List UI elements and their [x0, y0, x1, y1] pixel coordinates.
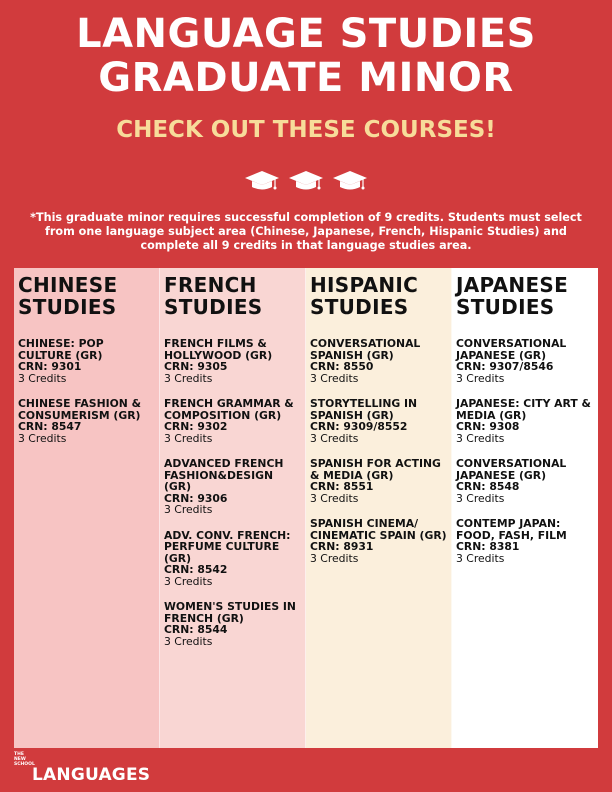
- course-crn: CRN: 9301: [18, 360, 82, 373]
- course-crn: CRN: 9305: [164, 360, 228, 373]
- logo-text: LANGUAGES: [32, 765, 151, 785]
- column-title-line-2: STUDIES: [18, 295, 117, 319]
- course-entry: [164, 398, 301, 445]
- column-title-line-1: JAPANESE: [456, 273, 569, 297]
- course-entry: [456, 338, 594, 385]
- course-credits: 3 Credits: [310, 371, 359, 385]
- column-title-line-2: STUDIES: [164, 295, 263, 319]
- course-crn: CRN: 8548: [456, 480, 520, 493]
- course-credits: 3 Credits: [456, 371, 505, 385]
- course-entry: [456, 518, 594, 565]
- course-crn: CRN: 8542: [164, 563, 228, 576]
- french-studies-column: [160, 268, 306, 748]
- course-name: CONTEMP JAPAN: FOOD, FASH, FILM: [456, 517, 567, 542]
- column-title: [18, 274, 155, 318]
- column-title: [164, 274, 301, 318]
- requirements-note: *This graduate minor requires successful completion of 9 credits. Students must select from one language subject area (Chinese, Japanese, French, Hispanic Studies) and complete all 9 credits in that language studies area.: [30, 211, 582, 252]
- course-credits: 3 Credits: [456, 431, 505, 445]
- course-entry: [18, 398, 155, 445]
- course-entry: [164, 458, 301, 517]
- course-name: SPANISH FOR ACTING & MEDIA (GR): [310, 457, 441, 482]
- course-crn: CRN: 8381: [456, 540, 520, 553]
- chinese-studies-column: [14, 268, 160, 748]
- course-entry: [164, 601, 301, 648]
- course-crn: CRN: 9302: [164, 420, 228, 433]
- course-crn: CRN: 9307/8546: [456, 360, 554, 373]
- course-entry: [456, 458, 594, 505]
- course-credits: 3 Credits: [164, 634, 213, 648]
- course-entry: [310, 398, 447, 445]
- course-crn: CRN: 8551: [310, 480, 374, 493]
- course-entry: [164, 338, 301, 385]
- course-crn: CRN: 8550: [310, 360, 374, 373]
- japanese-studies-column: [452, 268, 598, 748]
- course-crn: CRN: 8931: [310, 540, 374, 553]
- hispanic-studies-column: [306, 268, 452, 748]
- graduation-caps-row: [0, 170, 612, 192]
- course-name: FRENCH GRAMMAR & COMPOSITION (GR): [164, 397, 294, 422]
- course-credits: 3 Credits: [310, 491, 359, 505]
- logo-school-name: THE NEW SCHOOL: [14, 752, 35, 767]
- languages-logo: [14, 752, 174, 786]
- course-crn: CRN: 8544: [164, 623, 228, 636]
- course-name: CONVERSATIONAL SPANISH (GR): [310, 337, 421, 362]
- course-crn: CRN: 8547: [18, 420, 82, 433]
- course-name: FRENCH FILMS & HOLLYWOOD (GR): [164, 337, 273, 362]
- course-credits: 3 Credits: [310, 551, 359, 565]
- column-title-line-2: STUDIES: [310, 295, 409, 319]
- column-title: [310, 274, 447, 318]
- course-credits: 3 Credits: [164, 503, 213, 516]
- course-name: STORYTELLING IN SPANISH (GR): [310, 397, 418, 422]
- course-name: CHINESE: POP CULTURE (GR): [18, 337, 104, 362]
- column-title-line-1: FRENCH: [164, 273, 257, 297]
- course-entry: [310, 518, 447, 565]
- course-name: SPANISH CINEMA/ CINEMATIC SPAIN (GR): [310, 517, 447, 542]
- column-title-line-1: CHINESE: [18, 273, 118, 297]
- course-crn: CRN: 9308: [456, 420, 520, 433]
- course-entry: [310, 458, 447, 505]
- course-crn: CRN: 9309/8552: [310, 420, 408, 433]
- course-columns: [14, 268, 598, 748]
- column-title: [456, 274, 594, 318]
- course-name: ADV. CONV. FRENCH: PERFUME CULTURE (GR): [164, 528, 291, 565]
- course-entry: [164, 530, 301, 589]
- course-name: ADVANCED FRENCH FASHION&DESIGN (GR): [164, 457, 284, 493]
- page-title-line-1: LANGUAGE STUDIES: [76, 11, 536, 57]
- course-credits: 3 Credits: [18, 431, 67, 445]
- course-credits: 3 Credits: [164, 431, 213, 445]
- graduation-cap-icon: [244, 170, 280, 192]
- course-name: JAPANESE: CITY ART & MEDIA (GR): [456, 397, 591, 422]
- course-entry: [310, 338, 447, 385]
- course-name: WOMEN'S STUDIES IN FRENCH (GR): [164, 600, 296, 625]
- course-credits: 3 Credits: [164, 371, 213, 385]
- page-title-line-2: GRADUATE MINOR: [98, 55, 514, 101]
- course-crn: CRN: 9306: [164, 491, 228, 505]
- course-entry: [18, 338, 155, 385]
- course-credits: 3 Credits: [456, 491, 505, 505]
- course-credits: 3 Credits: [164, 574, 213, 588]
- page-subtitle: CHECK OUT THESE COURSES!: [116, 117, 496, 143]
- course-name: CONVERSATIONAL JAPANESE (GR): [456, 457, 567, 482]
- course-credits: 3 Credits: [310, 431, 359, 445]
- column-title-line-2: STUDIES: [456, 295, 555, 319]
- course-name: CHINESE FASHION & CONSUMERISM (GR): [18, 397, 142, 422]
- column-title-line-1: HISPANIC: [310, 273, 419, 297]
- course-credits: 3 Credits: [18, 371, 67, 385]
- course-name: CONVERSATIONAL JAPANESE (GR): [456, 337, 567, 362]
- course-entry: [456, 398, 594, 445]
- graduation-cap-icon: [332, 170, 368, 192]
- graduation-cap-icon: [288, 170, 324, 192]
- course-credits: 3 Credits: [456, 551, 505, 565]
